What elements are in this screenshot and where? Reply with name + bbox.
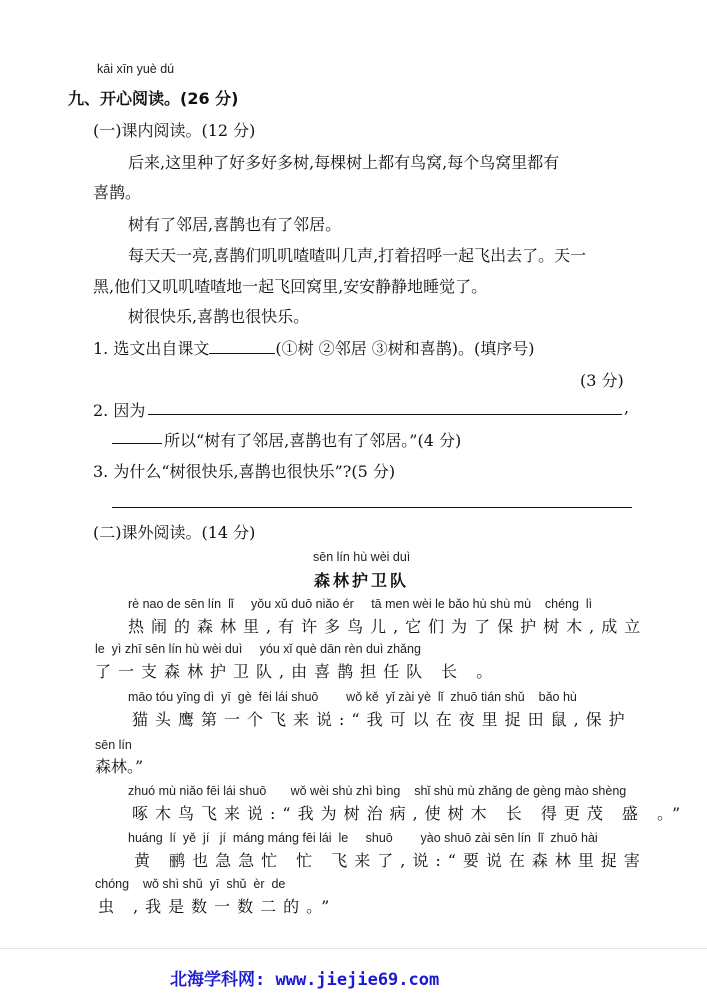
question-2-comma: , xyxy=(624,398,630,417)
passage-para1-line1: 后来,这里种了好多好多树,每棵树上都有鸟窝,每个鸟窝里都有 xyxy=(128,153,560,172)
story-para4-pinyin2: chóng wǒ shì shǔ yī shǔ èr de xyxy=(95,877,286,891)
section-title-pinyin: kāi xīn yuè dú xyxy=(97,62,175,76)
passage-para3-line2: 黑,他们又叽叽喳喳地一起飞回窝里,安安静静地睡觉了。 xyxy=(93,277,488,296)
footer-watermark: 北海学科网: www.jiejie69.com xyxy=(170,970,440,990)
answer-blank-q2[interactable] xyxy=(112,443,162,444)
story-para2-pinyin1: māo tóu yīng dì yī gè fēi lái shuō wǒ kě yǐ zài yè lǐ zhuō tián shǔ bǎo hù xyxy=(128,690,577,704)
question-1 xyxy=(93,336,535,359)
part1-heading: (一)课内阅读。(12 分) xyxy=(93,121,256,140)
answer-line-q2[interactable] xyxy=(148,414,622,415)
part2-heading: (二)课外阅读。(14 分) xyxy=(93,523,256,542)
story-para2-pinyin2: sēn lín xyxy=(95,738,132,752)
question-2-line2: 所以“树有了邻居,喜鹊也有了邻居。”(4 分) xyxy=(164,431,462,450)
story-para1-line1: 热闹的森林里,有许多鸟儿,它们为了保护树木,成立 xyxy=(128,617,648,636)
story-title-pinyin: sēn lín hù wèi duì xyxy=(313,550,411,564)
question-1-options: (①树 ②邻居 ③树和喜鹊)。(填序号) xyxy=(275,339,535,358)
question-2-prefix: 2. 因为 xyxy=(93,401,146,420)
answer-blank-q1[interactable] xyxy=(209,339,275,354)
question-1-prefix: 1. 选文出自课文 xyxy=(93,339,210,358)
story-para3-line1: 啄木鸟飞来说:“我为树治病,使树木 长 得更茂 盛 。” xyxy=(132,804,688,823)
story-para1-line2: 了一支森林护卫队,由喜鹊担任队 长 。 xyxy=(95,662,500,681)
story-para3-pinyin: zhuó mù niǎo fēi lái shuō wǒ wèi shù zhì bìng shǐ shù mù zhǎng de gèng mào shèng xyxy=(128,784,627,798)
question-3: 3. 为什么“树很快乐,喜鹊也很快乐”?(5 分) xyxy=(93,462,396,481)
story-title: 森林护卫队 xyxy=(314,571,410,590)
passage-para3-line1: 每天天一亮,喜鹊们叽叽喳喳叫几声,打着招呼一起飞出去了。天一 xyxy=(128,246,587,265)
story-para2-line2: 森林。” xyxy=(95,757,144,776)
question-1-score: (3 分) xyxy=(580,371,624,390)
passage-para1-line2: 喜鹊。 xyxy=(93,183,142,202)
section-title: 九、开心阅读。(26 分) xyxy=(68,89,239,108)
story-para1-pinyin1: rè nao de sēn lín lǐ yǒu xǔ duō niǎo ér tā men wèi le bǎo hù shù mù chéng lì xyxy=(128,597,593,611)
story-para4-line1: 黄 鹂也急急忙 忙 飞来了,说:“要说在森林里捉害 xyxy=(134,851,647,870)
story-para4-line2: 虫 ,我是数一数二的。” xyxy=(98,897,337,916)
story-para2-line1: 猫头鹰第一个飞来说:“我可以在夜里捉田鼠,保护 xyxy=(132,710,632,729)
story-para4-pinyin1: huáng lí yě jí jí máng máng fēi lái le shuō yào shuō zài sēn lín lǐ zhuō hài xyxy=(128,831,598,845)
story-para1-pinyin2: le yì zhī sēn lín hù wèi duì yóu xǐ què dān rèn duì zhǎng xyxy=(95,642,421,656)
footer-divider xyxy=(0,948,707,949)
answer-line-q3[interactable] xyxy=(112,507,632,508)
passage-para4: 树很快乐,喜鹊也很快乐。 xyxy=(128,307,310,326)
passage-para2: 树有了邻居,喜鹊也有了邻居。 xyxy=(128,215,342,234)
